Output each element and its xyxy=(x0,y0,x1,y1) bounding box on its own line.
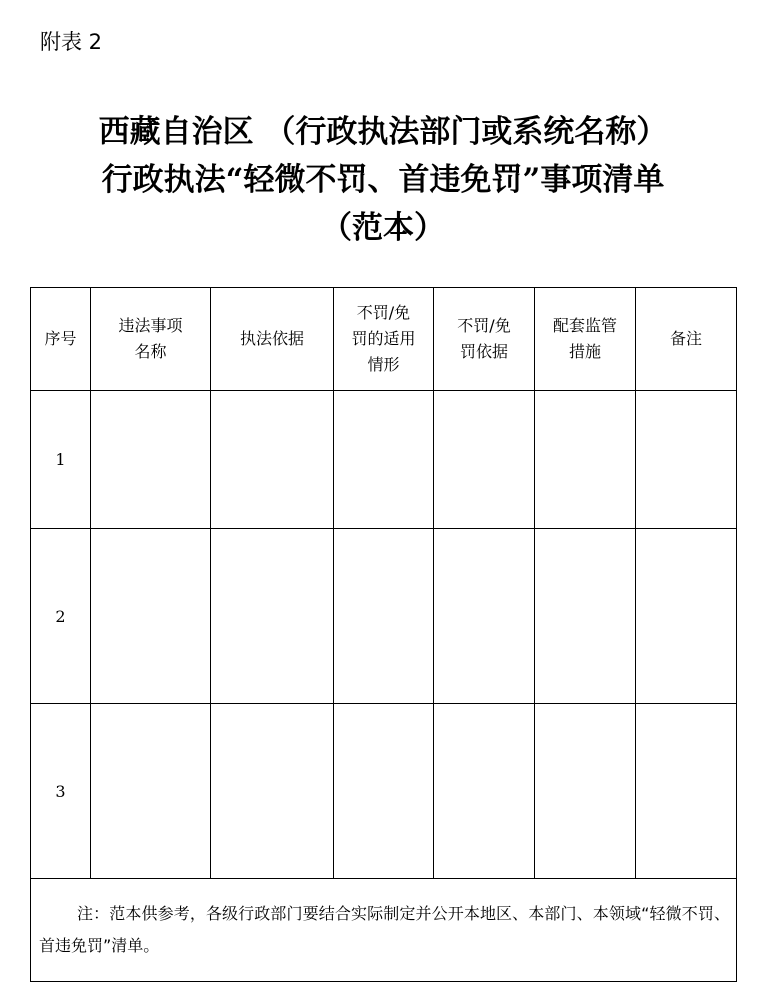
cell-basis xyxy=(211,391,334,529)
header-row xyxy=(31,288,737,391)
header-remarks-text: 备注 xyxy=(669,329,702,348)
cell-supervision xyxy=(535,529,636,704)
header-supervision-line-2: 措施 xyxy=(568,342,601,361)
header-supervision-line-1: 配套监管 xyxy=(552,316,617,335)
header-exemption-basis-line-1: 不罚/免 xyxy=(457,316,511,335)
header-remarks xyxy=(636,288,737,391)
cell-conditions xyxy=(334,529,434,704)
header-conditions-line-3: 情形 xyxy=(367,355,400,374)
row-number: 2 xyxy=(31,529,91,704)
header-basis-text: 执法依据 xyxy=(239,329,304,348)
cell-exemption-basis xyxy=(434,529,535,704)
cell-conditions xyxy=(334,704,434,879)
cell-supervision xyxy=(535,391,636,529)
note-row xyxy=(31,879,737,982)
items-table xyxy=(30,287,737,982)
title-line-2: 行政执法“轻微不罚、首违免罚”事项清单 xyxy=(101,162,665,198)
attachment-label: 附表 2 xyxy=(40,30,103,54)
table-row xyxy=(31,391,737,529)
header-violation-line-1: 违法事项 xyxy=(118,316,183,335)
cell-remarks xyxy=(636,529,737,704)
header-violation-line-2: 名称 xyxy=(134,342,167,361)
cell-basis xyxy=(211,529,334,704)
header-supervision xyxy=(535,288,636,391)
header-conditions xyxy=(334,288,434,391)
cell-exemption-basis xyxy=(434,391,535,529)
document-title xyxy=(0,108,766,252)
cell-violation xyxy=(91,704,211,879)
header-conditions-line-2: 罚的适用 xyxy=(351,329,416,348)
header-conditions-line-1: 不罚/免 xyxy=(356,303,411,322)
header-violation xyxy=(91,288,211,391)
note-cell xyxy=(31,879,737,982)
cell-basis xyxy=(211,704,334,879)
title-line-1: 西藏自治区 （行政执法部门或系统名称） xyxy=(98,114,668,150)
title-line-3: （范本） xyxy=(321,210,445,246)
header-exemption-basis xyxy=(434,288,535,391)
table-row xyxy=(31,529,737,704)
table-note: 注：范本供参考，各级行政部门要结合实际制定并公开本地区、本部门、本领域“轻微不罚、首违免罚”清单。 xyxy=(39,904,730,955)
cell-conditions xyxy=(334,391,434,529)
cell-remarks xyxy=(636,391,737,529)
header-seq-text: 序号 xyxy=(44,329,77,348)
cell-exemption-basis xyxy=(434,704,535,879)
cell-violation xyxy=(91,391,211,529)
cell-supervision xyxy=(535,704,636,879)
cell-violation xyxy=(91,529,211,704)
row-number: 3 xyxy=(31,704,91,879)
header-exemption-basis-line-2: 罚依据 xyxy=(459,342,508,361)
header-basis xyxy=(211,288,334,391)
table-row xyxy=(31,704,737,879)
cell-remarks xyxy=(636,704,737,879)
row-number: 1 xyxy=(31,391,91,529)
header-seq xyxy=(31,288,91,391)
